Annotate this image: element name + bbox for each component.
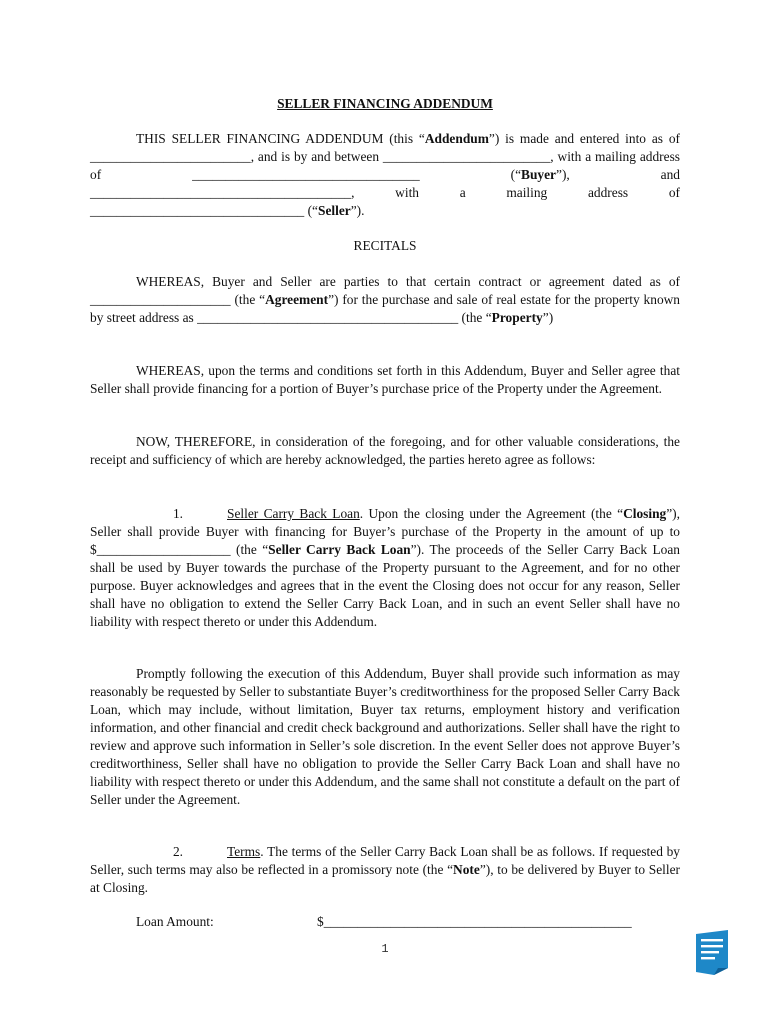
loan-term: Seller Carry Back Loan <box>268 542 411 557</box>
note-term: Note <box>453 862 480 877</box>
seller-term: Seller <box>318 203 351 218</box>
whereas2-text: WHEREAS, upon the terms and conditions set forth in this Addendum, Buyer and Seller agree that Seller shall provide financing for a portion of Buyer’s purchase price of the Property under the Agreement. <box>90 363 680 396</box>
section-1-number: 1. <box>172 506 183 521</box>
intro-text-3: ”). <box>350 203 365 218</box>
section-2-heading: Terms <box>227 844 261 859</box>
intro-text-2: ”), and _______________________________________, with a mailing address of ________________________________ (“ <box>90 167 680 218</box>
loan-amount-value: $______________________________________________ <box>317 914 632 929</box>
addendum-term: Addendum <box>424 131 489 146</box>
intro-lead: THIS SELLER FINANCING ADDENDUM (this “ <box>136 131 425 146</box>
whereas1-end: ”) <box>542 310 554 325</box>
promptly-paragraph <box>90 665 680 809</box>
whereas-paragraph-2 <box>90 362 680 398</box>
page-number: 1 <box>381 942 389 956</box>
document-lines-icon <box>694 928 730 976</box>
property-term: Property <box>491 310 543 325</box>
recitals-heading: RECITALS <box>353 238 417 253</box>
section-1-text-3: ”). The proceeds of the Seller Carry Back Loan shall be used by Buyer towards the purchase of the Property pursuant to the Agreement, and for no other purpose. Buyer acknowledges and agrees that in the event the Closing does not occur for any reason, Seller shall have no obligation to extend the Seller Carry Back Loan, and in such an event Seller shall have no liability with respect thereto or under this Addendum. <box>90 542 680 629</box>
section-1-text-2: ”), Seller shall provide Buyer with financing for Buyer’s purchase of the Property in the amount of up to $____________________ (the “ <box>90 506 680 557</box>
section-2-number: 2. <box>172 844 183 859</box>
section-2-text-2: ”), to be delivered by Buyer to Seller at Closing. <box>90 862 680 895</box>
promptly-text: Promptly following the execution of this Addendum, Buyer shall provide such information as may reasonably be requested by Seller to substantiate Buyer’s creditworthiness for the proposed Seller Carry Back Loan, which may include, without limitation, Buyer tax returns, employment history and verification information, and other financial and credit check background and authorizations. Seller shall have the right to review and approve such information in Seller’s sole discretion. In the event Seller does not approve Buyer’s creditworthiness, Seller shall have no obligation to provide the Seller Carry Back Loan and shall have no liability with respect thereto or under this Addendum, and the same shall not constitute a default on the part of Seller under the Agreement. <box>90 666 680 807</box>
whereas1-lead: WHEREAS, Buyer and Seller are parties to that certain contract or agreement dated as of _____________________ (the “ <box>90 274 680 307</box>
whereas-paragraph-1 <box>90 273 680 327</box>
section-2 <box>90 843 680 897</box>
document-title: SELLER FINANCING ADDENDUM <box>277 96 493 111</box>
now-therefore-paragraph <box>90 433 680 469</box>
loan-amount-label: Loan Amount: <box>136 914 214 929</box>
intro-text-1: ”) is made and entered into as of ________________________, and is by and between _________________________, with a mailing address of __________________________________ (“ <box>90 131 681 182</box>
intro-paragraph <box>90 130 680 220</box>
section-1 <box>90 505 680 631</box>
whereas1-mid: ”) for the purchase and sale of real estate for the property known by street address as _______________________________________ (the “ <box>90 292 680 325</box>
now-therefore-text: NOW, THEREFORE, in consideration of the foregoing, and for other valuable considerations, the receipt and sufficiency of which are hereby acknowledged, the parties hereto agree as follows: <box>90 434 680 467</box>
section-1-text-1: . Upon the closing under the Agreement (the “ <box>359 506 624 521</box>
section-1-heading: Seller Carry Back Loan <box>227 506 360 521</box>
section-2-text-1: . The terms of the Seller Carry Back Loan shall be as follows. If requested by Seller, such terms may also be reflected in a promissory note (the “ <box>90 844 680 877</box>
closing-term: Closing <box>623 506 667 521</box>
buyer-term: Buyer <box>521 167 556 182</box>
agreement-term: Agreement <box>265 292 329 307</box>
